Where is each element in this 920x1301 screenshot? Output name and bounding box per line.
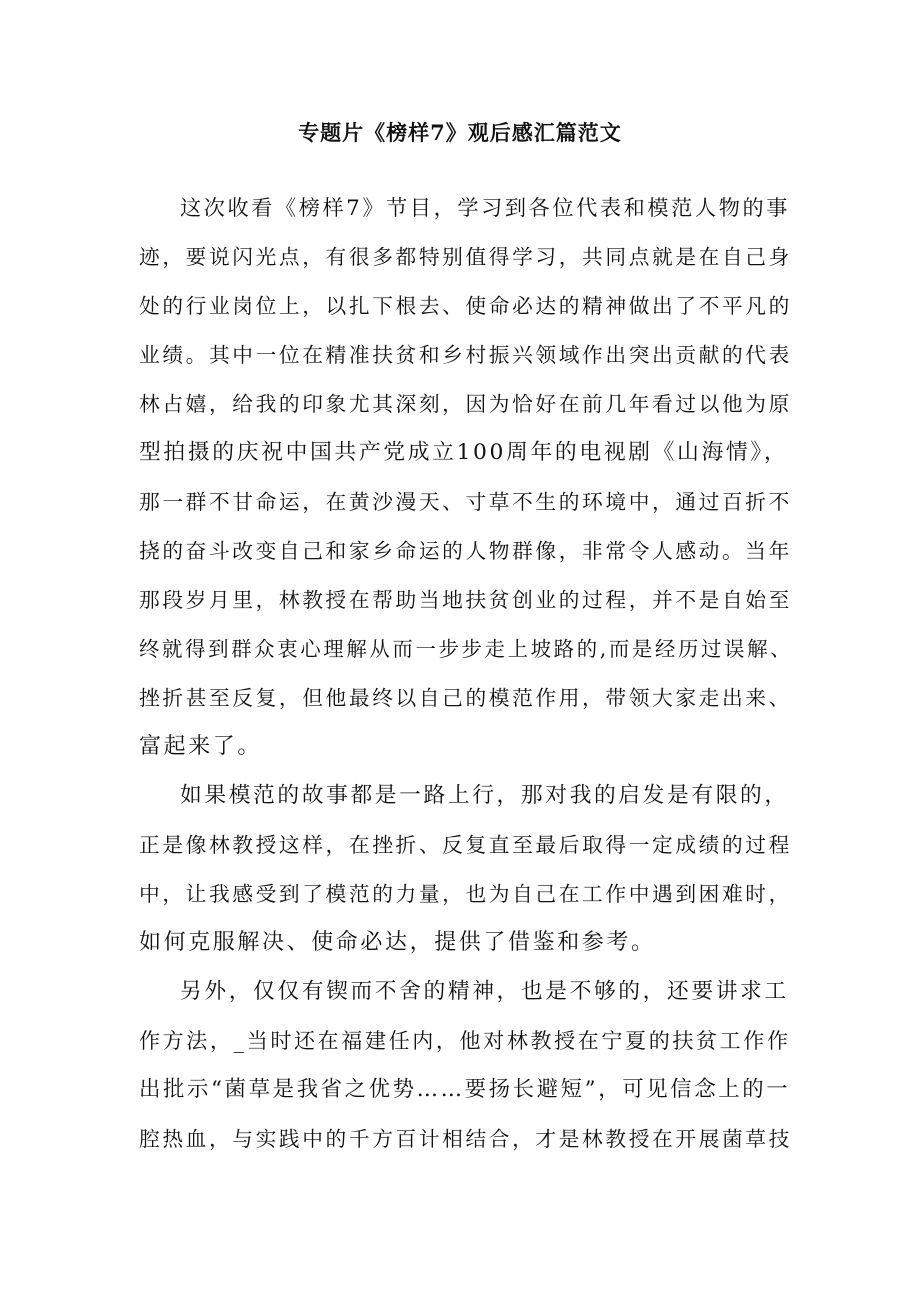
paragraph-1-line-5: 林占嬉，给我的印象尤其深刻，因为恰好在前几年看过以他为原 — [139, 392, 792, 416]
paragraph-3-line-1: 另外，仅仅有锲而不舍的精神，也是不够的，还要讲求工 — [180, 979, 789, 1004]
paragraph-1-line-1: 这次收看《榜样7》节目，学习到各位代表和模范人物的事 — [180, 195, 790, 220]
paragraph-3-line-4: 腔热血，与实践中的千方百计相结合，才是林教授在开展菌草技 — [139, 1127, 792, 1151]
paragraph-2-line-3: 中，让我感受到了模范的力量，也为自己在工作中遇到困难时， — [139, 882, 792, 906]
paragraph-1-line-7: 那一群不甘命运，在黄沙漫天、寸草不生的环境中，通过百折不 — [139, 490, 792, 514]
paragraph-1-line-11: 挫折甚至反复，但他最终以自己的模范作用，带领大家走出来、 — [139, 686, 792, 710]
paragraph-3-line-2: 作方法，_当时还在福建任内，他对林教授在宁夏的扶贫工作作 — [139, 1028, 791, 1053]
paragraph-3-line-3: 出批示“菌草是我省之优势……要扬长避短”，可见信念上的一 — [139, 1077, 791, 1102]
paragraph-1-line-8: 挠的奋斗改变自己和家乡命运的人物群像，非常令人感动。当年 — [139, 539, 792, 563]
paragraph-1-line-2: 迹，要说闪光点，有很多都特别值得学习，共同点就是在自己身 — [139, 245, 792, 269]
paragraph-1-line-12: 富起来了。 — [139, 734, 263, 759]
paragraph-1-line-4: 业绩。其中一位在精准扶贫和乡村振兴领域作出突出贡献的代表 — [139, 343, 792, 367]
paragraph-2-line-1: 如果模范的故事都是一路上行，那对我的启发是有限的， — [180, 783, 789, 808]
paragraph-1-line-3: 处的行业岗位上，以扎下根去、使命必达的精神做出了不平凡的 — [139, 294, 792, 318]
document-title: 专题片《榜样7》观后感汇篇范文 — [298, 120, 622, 145]
paragraph-2-line-4: 如何克服解决、使命必达，提供了借鉴和参考。 — [139, 930, 656, 955]
paragraph-1-line-9: 那段岁月里，林教授在帮助当地扶贫创业的过程，并不是自始至 — [139, 588, 792, 612]
paragraph-1-line-10: 终就得到群众衷心理解从而一步步走上坡路的,而是经历过误解、 — [139, 637, 794, 661]
paragraph-1-line-6: 型拍摄的庆祝中国共产党成立100周年的电视剧《山海情》， — [139, 440, 789, 465]
paragraph-2-line-2: 正是像林教授这样，在挫折、反复直至最后取得一定成绩的过程 — [139, 833, 792, 857]
